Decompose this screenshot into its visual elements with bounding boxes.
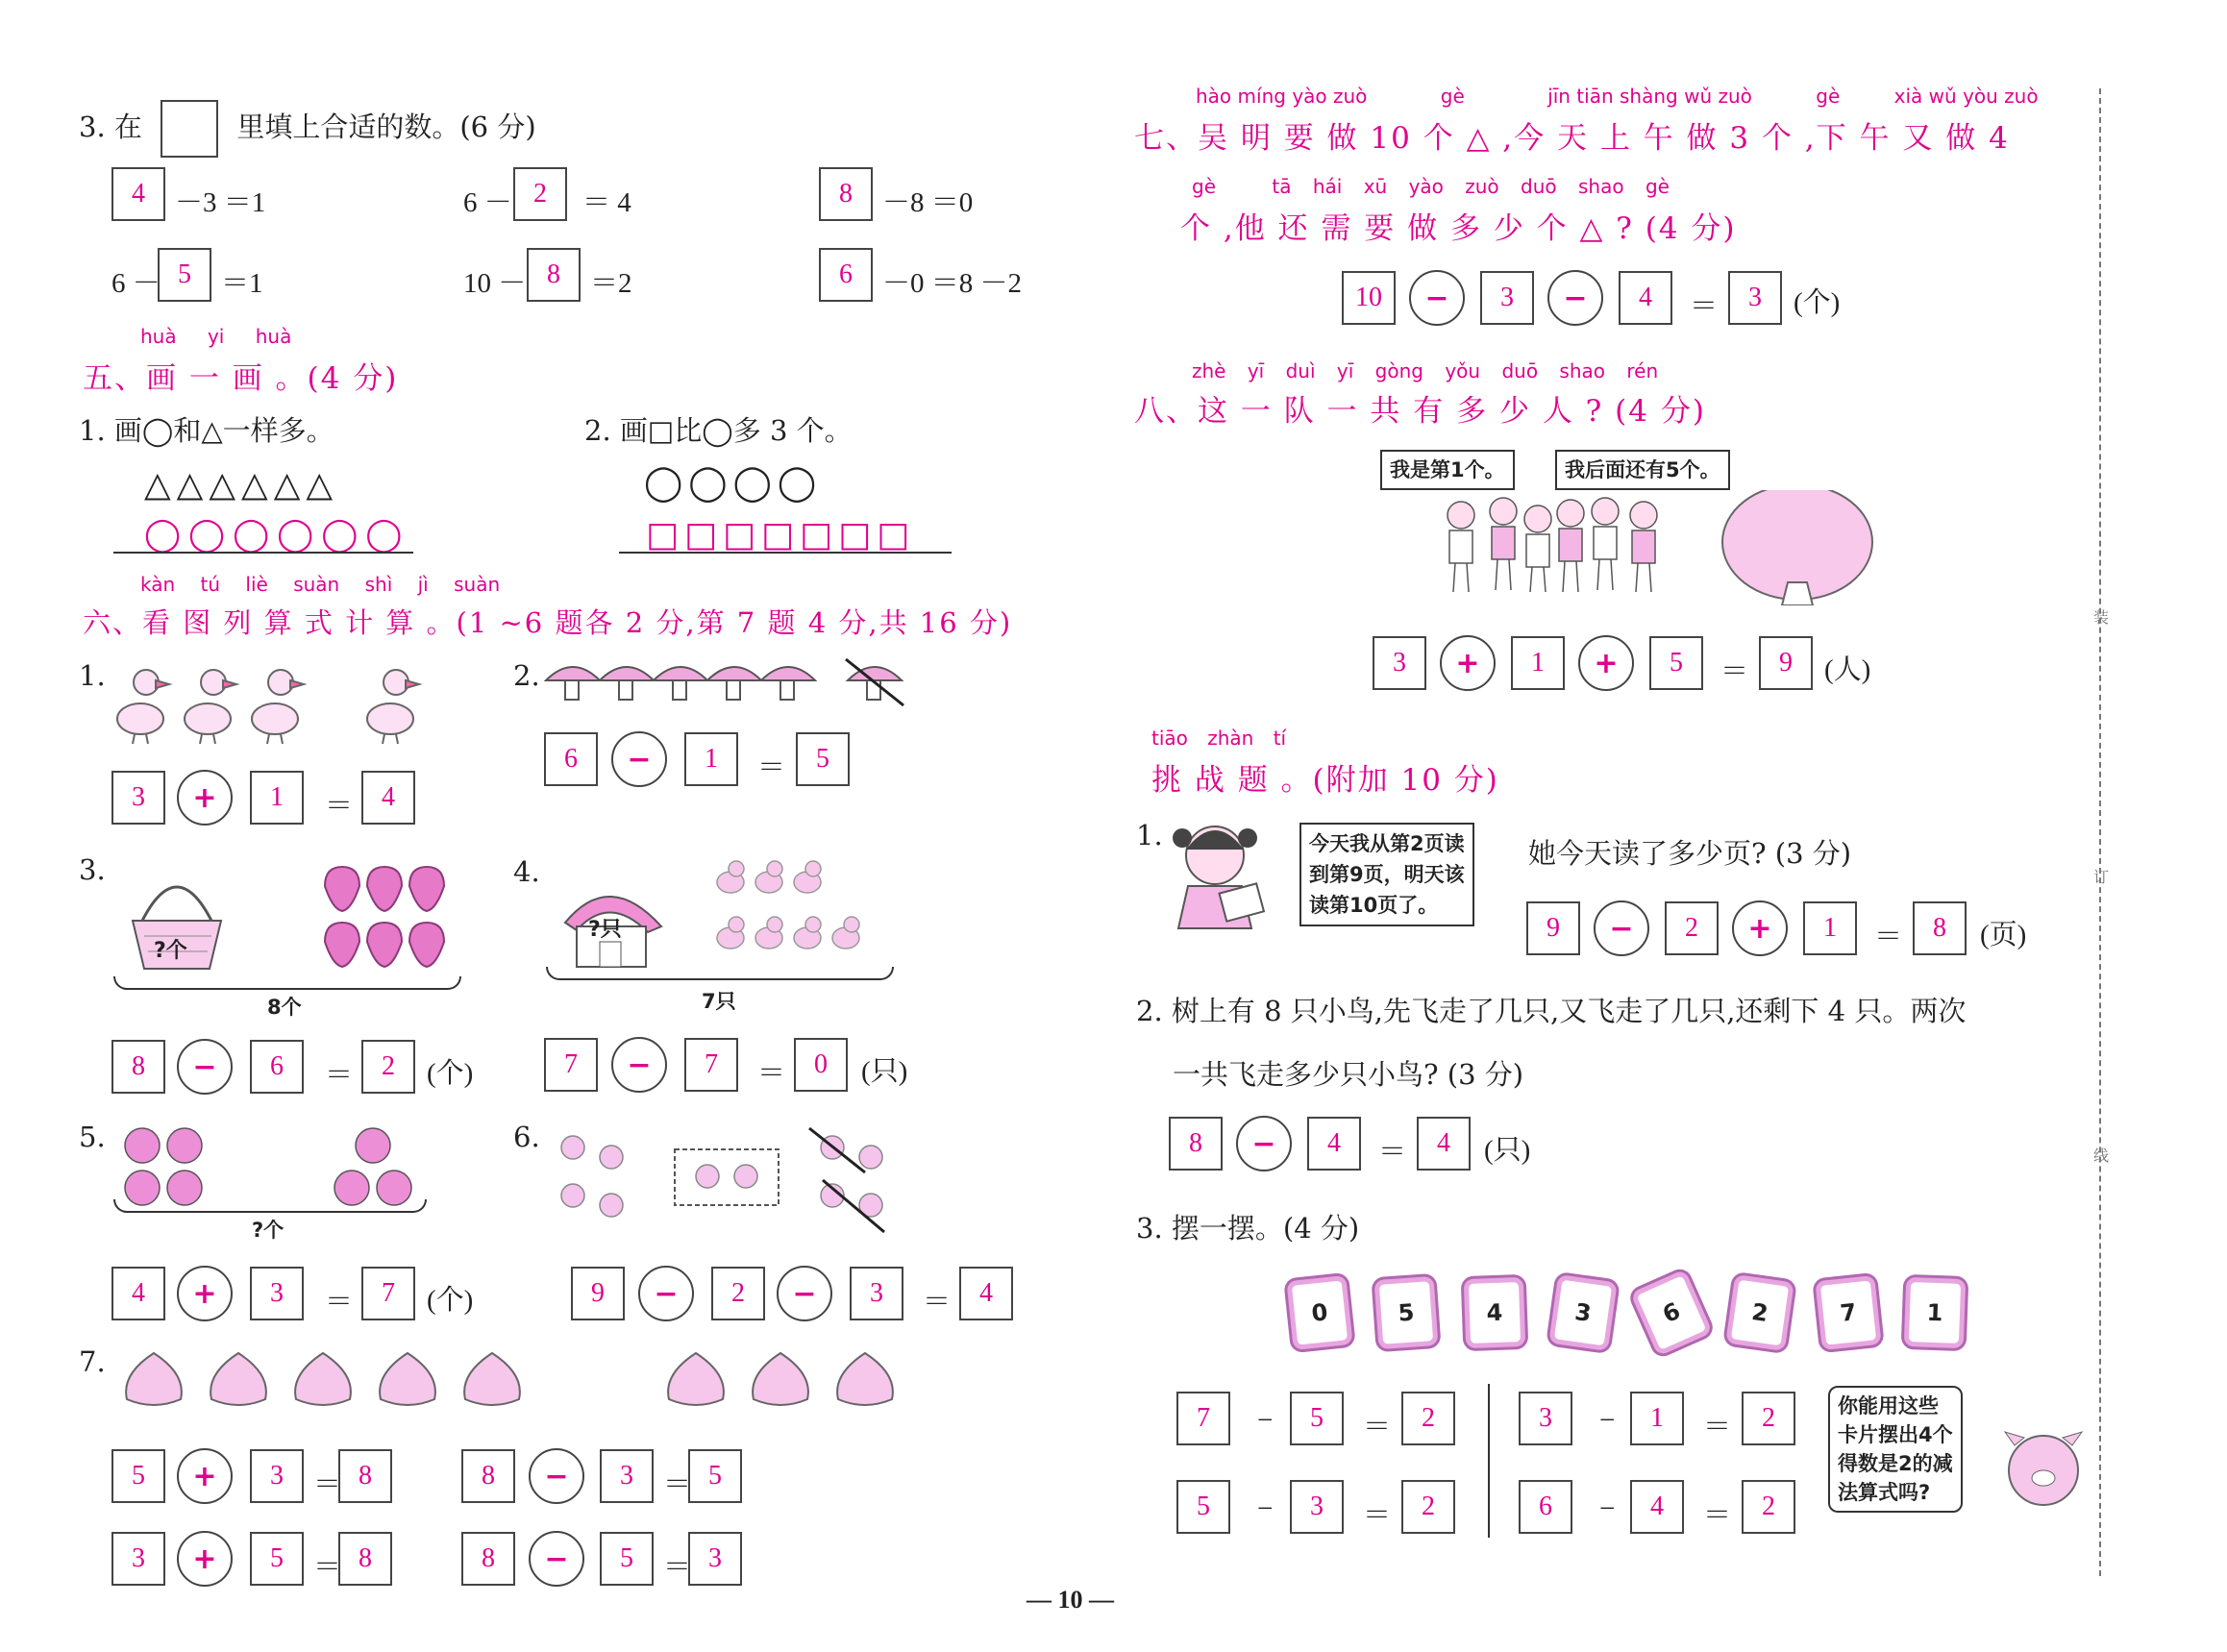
answer-box[interactable]: 5 xyxy=(111,1449,165,1503)
pinyin: suàn xyxy=(293,573,340,596)
sec7-line1: 七、吴 明 要 做 10 个 △ ,今 天 上 午 做 3 个 ,下 午 又 做 4 xyxy=(1134,121,2010,156)
pinyin: tā xyxy=(1272,175,1292,198)
operator-circle[interactable]: − xyxy=(611,731,667,787)
answer-box[interactable]: 9 xyxy=(571,1267,625,1320)
answer-box[interactable]: 5 xyxy=(688,1449,742,1503)
equals-sign: ＝ xyxy=(757,1058,786,1089)
equation-text: －0 ＝8 －2 xyxy=(882,268,1023,299)
unit-label: (只) xyxy=(1484,1135,1531,1166)
sec8-pinyin xyxy=(1192,359,1658,382)
equation-text: －8 ＝0 xyxy=(882,187,974,218)
answer-box[interactable]: 1 xyxy=(1803,901,1857,955)
answer-box[interactable]: 4 xyxy=(959,1267,1013,1320)
answer-box[interactable]: 4 xyxy=(111,1267,165,1320)
pinyin: liè xyxy=(245,573,268,596)
answer-box[interactable]: 8 xyxy=(1169,1117,1223,1171)
bubble-line: 法算式吗? xyxy=(1838,1481,1931,1504)
item-label: 6. xyxy=(513,1121,540,1153)
margin-mark: 订 xyxy=(2093,868,2110,886)
answer-box[interactable]: 2 xyxy=(1742,1480,1795,1534)
pinyin: kàn xyxy=(140,573,176,596)
item-label: 1. xyxy=(79,659,106,692)
answer-box[interactable]: 8 xyxy=(111,1040,165,1094)
equals-sign: ＝ xyxy=(313,1552,342,1583)
number-card[interactable]: 4 xyxy=(1464,1277,1525,1348)
sec7-line2: 个 ,他 还 需 要 做 多 少 个 △ ? (4 分) xyxy=(1180,211,1737,246)
answer-box[interactable]: 1 xyxy=(1630,1392,1684,1445)
pinyin: wǔ xyxy=(1684,85,1713,108)
answer-line xyxy=(619,552,952,554)
answer-box[interactable]: 8 xyxy=(461,1449,515,1503)
pinyin: míng xyxy=(1237,85,1286,108)
answer-box[interactable]: 3 xyxy=(1519,1392,1572,1445)
equation-text: ＝1 xyxy=(221,268,263,299)
answer-box[interactable]: 2 xyxy=(711,1267,765,1320)
equation-text: ＝ 4 xyxy=(582,187,631,218)
pinyin: tú xyxy=(200,573,221,596)
operator-circle[interactable]: − xyxy=(177,1039,233,1095)
pinyin: yi xyxy=(207,325,225,348)
minus-sign: − xyxy=(1257,1405,1274,1436)
operator-circle[interactable]: − xyxy=(529,1531,584,1587)
sec7-pinyin-line2 xyxy=(1192,175,1670,198)
unit-label: (个) xyxy=(1794,287,1841,318)
minus-sign: − xyxy=(1599,1493,1616,1524)
answer-box[interactable]: 3 xyxy=(1373,636,1426,690)
answer-box[interactable]: 9 xyxy=(1526,901,1580,955)
pinyin: duì xyxy=(1285,359,1316,382)
pinyin: yǒu xyxy=(1445,359,1481,382)
children-queue-illustration xyxy=(1432,490,1893,605)
equals-sign: ＝ xyxy=(1703,1412,1732,1442)
answer-box[interactable]: 1 xyxy=(250,771,304,825)
pinyin: yào xyxy=(1408,175,1444,198)
margin-mark: 装 xyxy=(2093,608,2110,627)
sec5-q2-label: 2. 画□比◯多 3 个。 xyxy=(584,414,853,447)
q3-text-before: 在 xyxy=(113,111,142,143)
answer-box[interactable]: 5 xyxy=(796,732,850,786)
equation-text: 6 － xyxy=(111,268,161,299)
operator-circle[interactable]: − xyxy=(529,1448,584,1504)
operator-circle[interactable]: + xyxy=(1732,900,1788,956)
binding-line xyxy=(2099,88,2101,1576)
girl-reading-illustration xyxy=(1165,817,1271,932)
answer-box[interactable]: 0 xyxy=(794,1038,848,1092)
pinyin: zuò xyxy=(1718,85,1752,108)
answer-box[interactable]: 10 xyxy=(1342,271,1396,325)
answer-box[interactable]: 3 xyxy=(1480,271,1534,325)
speech-bubble: 我是第1个。 xyxy=(1380,450,1515,490)
pinyin: xū xyxy=(1363,175,1388,198)
operator-circle[interactable]: + xyxy=(1578,635,1634,691)
answer-box[interactable]: 3 xyxy=(850,1267,903,1320)
equation-text: 10 － xyxy=(463,268,527,299)
answer-box[interactable]: 5 xyxy=(1176,1480,1230,1534)
brace xyxy=(113,976,461,990)
pinyin: yī xyxy=(1247,359,1265,382)
minus-sign: − xyxy=(1599,1405,1616,1436)
pinyin: tiān xyxy=(1576,85,1614,108)
answer-box[interactable]: 8 xyxy=(461,1532,515,1586)
sec7-pinyin-line1 xyxy=(1196,85,2039,108)
answer-box[interactable]: 4 xyxy=(111,167,165,221)
equals-sign: ＝ xyxy=(663,1469,692,1500)
operator-circle[interactable]: + xyxy=(1440,635,1496,691)
number-card[interactable]: 7 xyxy=(1815,1275,1881,1350)
q1-question: 她今天读了多少页? (3 分) xyxy=(1528,837,1852,870)
operator-circle[interactable]: + xyxy=(177,1266,233,1321)
brace xyxy=(546,967,894,980)
peaches-illustration xyxy=(119,1345,917,1422)
answer-box[interactable]: 6 xyxy=(250,1040,304,1094)
answer-box[interactable]: 2 xyxy=(1401,1480,1455,1534)
answer-box[interactable]: 4 xyxy=(1630,1480,1684,1534)
unit-label: (个) xyxy=(427,1058,474,1089)
answer-box[interactable]: 3 xyxy=(250,1267,304,1320)
answer-box[interactable]: 8 xyxy=(819,167,873,221)
grid-divider xyxy=(1488,1384,1490,1538)
answer-box[interactable]: 3 xyxy=(1728,271,1782,325)
bubble-line: 到第9页，明天该 xyxy=(1309,863,1465,886)
q3-heading xyxy=(79,100,536,158)
sec6-title: 六、看 图 列 算 式 计 算 。(1 ~6 题各 2 分,第 7 题 4 分,共 16 分) xyxy=(83,606,1013,639)
operator-circle[interactable]: − xyxy=(1236,1116,1292,1171)
pinyin: hái xyxy=(1312,175,1343,198)
equals-sign: ＝ xyxy=(313,1469,342,1500)
operator-circle[interactable]: − xyxy=(1594,900,1649,956)
sec8-title: 八、这 一 队 一 共 有 多 少 人 ? (4 分) xyxy=(1134,394,1706,429)
equals-sign: ＝ xyxy=(923,1287,952,1318)
pinyin: gè xyxy=(1816,85,1841,108)
answer-box[interactable]: 6 xyxy=(819,248,873,302)
basket-label: ?个 xyxy=(154,939,187,963)
answer-box[interactable]: 2 xyxy=(1742,1392,1795,1445)
equals-sign: ＝ xyxy=(325,791,354,822)
answer-box[interactable]: 4 xyxy=(361,771,415,825)
q3-label: 3. 摆一摆。(4 分) xyxy=(1136,1212,1360,1245)
q3-sample-box xyxy=(161,100,218,158)
operator-circle[interactable]: + xyxy=(177,770,233,826)
pinyin: huà xyxy=(255,325,292,348)
answer-box[interactable]: 5 xyxy=(1290,1392,1344,1445)
number-card[interactable]: 0 xyxy=(1286,1275,1352,1350)
answer-box[interactable]: 5 xyxy=(600,1532,654,1586)
equals-sign: ＝ xyxy=(1874,922,1903,952)
unit-label: (只) xyxy=(861,1056,908,1087)
number-card[interactable]: 6 xyxy=(1630,1270,1713,1357)
pig-speech-bubble xyxy=(1828,1386,1963,1513)
pinyin: gè xyxy=(1645,175,1670,198)
answer-box[interactable]: 8 xyxy=(338,1449,392,1503)
pinyin: zuò xyxy=(1465,175,1499,198)
operator-circle[interactable]: − xyxy=(1409,270,1465,326)
sec5-pinyin xyxy=(140,325,291,348)
equals-sign: ＝ xyxy=(1690,291,1719,322)
operator-circle[interactable]: − xyxy=(1547,270,1603,326)
bubble-line: 读第10页了。 xyxy=(1309,894,1439,917)
circles-answer: ◯◯◯◯◯◯ xyxy=(144,515,410,554)
pinyin: shao xyxy=(1559,359,1606,382)
pinyin: zuò xyxy=(2004,85,2039,108)
answer-box[interactable]: 8 xyxy=(527,248,581,302)
answer-box[interactable]: 8 xyxy=(338,1532,392,1586)
item-label: 4. xyxy=(513,855,540,888)
answer-box[interactable]: 5 xyxy=(1649,636,1703,690)
pinyin: duō xyxy=(1521,175,1557,198)
operator-circle[interactable]: − xyxy=(611,1037,667,1093)
answer-box[interactable]: 7 xyxy=(361,1267,415,1320)
equals-sign: ＝ xyxy=(1703,1500,1732,1531)
margin-mark: 线 xyxy=(2093,1147,2110,1165)
pinyin: yào xyxy=(1292,85,1327,108)
answer-box[interactable]: 4 xyxy=(1619,271,1672,325)
q2-text-line1: 2. 树上有 8 只小鸟,先飞走了几只,又飞走了几只,还剩下 4 只。两次 xyxy=(1136,995,1967,1027)
pinyin: tí xyxy=(1273,727,1287,750)
pinyin: yòu xyxy=(1963,85,1998,108)
unit-label: (人) xyxy=(1824,654,1871,685)
brace-label: ?个 xyxy=(252,1219,285,1242)
brace xyxy=(113,1199,427,1213)
girl-speech-bubble xyxy=(1299,823,1474,926)
equals-sign: ＝ xyxy=(325,1060,354,1091)
pinyin: shàng xyxy=(1620,85,1678,108)
equals-sign: ＝ xyxy=(757,752,786,783)
number-card[interactable]: 2 xyxy=(1725,1274,1794,1351)
item-label: 5. xyxy=(79,1121,106,1153)
pinyin: duō xyxy=(1501,359,1539,382)
number-card[interactable]: 1 xyxy=(1904,1277,1966,1348)
answer-box[interactable]: 3 xyxy=(1290,1480,1344,1534)
sec5-title: 五、画 一 画 。(4 分) xyxy=(83,361,399,396)
pinyin: yī xyxy=(1336,359,1354,382)
equals-sign: ＝ xyxy=(1363,1500,1392,1531)
item-label: 2. xyxy=(513,659,540,692)
answer-box[interactable]: 2 xyxy=(1401,1392,1455,1445)
circles-given: ◯◯◯◯ xyxy=(644,463,823,503)
bubble-line: 你能用这些 xyxy=(1838,1394,1939,1418)
answer-box[interactable]: 6 xyxy=(544,732,598,786)
sec6-pinyin xyxy=(140,573,500,596)
answer-box[interactable]: 7 xyxy=(544,1038,598,1092)
bubble-line: 今天我从第2页读 xyxy=(1309,832,1465,855)
equals-sign: ＝ xyxy=(325,1287,354,1318)
brace-label: 7只 xyxy=(702,990,736,1013)
number-card[interactable]: 3 xyxy=(1548,1274,1617,1351)
unit-label: (个) xyxy=(427,1285,474,1316)
answer-box[interactable]: 5 xyxy=(250,1532,304,1586)
pig-illustration xyxy=(1995,1422,2091,1518)
pinyin: jīn xyxy=(1547,85,1571,108)
challenge-pinyin xyxy=(1151,727,1286,750)
pinyin: xià xyxy=(1893,85,1923,108)
answer-box[interactable]: 2 xyxy=(361,1040,415,1094)
page-number: — 10 — xyxy=(1027,1586,1114,1614)
answer-box[interactable]: 2 xyxy=(1665,901,1719,955)
item-label: 7. xyxy=(79,1345,106,1378)
equals-sign: ＝ xyxy=(1720,656,1749,687)
answer-box[interactable]: 3 xyxy=(600,1449,654,1503)
answer-box[interactable]: 7 xyxy=(684,1038,738,1092)
answer-box[interactable]: 1 xyxy=(1511,636,1565,690)
answer-box[interactable]: 4 xyxy=(1307,1117,1361,1171)
pinyin: gòng xyxy=(1374,359,1423,382)
brace-label: 8个 xyxy=(267,996,302,1019)
q3-text-after: 里填上合适的数。(6 分) xyxy=(236,111,536,143)
equation-text: ＝2 xyxy=(590,268,632,299)
pinyin: jì xyxy=(417,573,429,596)
pinyin: gè xyxy=(1192,175,1216,198)
operator-circle[interactable]: − xyxy=(777,1266,832,1321)
answer-box[interactable]: 8 xyxy=(1913,901,1967,955)
strawberries-illustration xyxy=(321,855,456,974)
smiley-faces-illustration xyxy=(123,1124,440,1211)
pinyin: huà xyxy=(140,325,177,348)
item-label: 3. xyxy=(79,853,106,886)
q2-text-line2: 一共飞走多少只小鸟? (3 分) xyxy=(1173,1058,1524,1091)
flowers-illustration xyxy=(544,1124,919,1240)
answer-box[interactable]: 6 xyxy=(1519,1480,1572,1534)
sec5-q1-label: 1. 画◯和△一样多。 xyxy=(79,414,334,447)
answer-box[interactable]: 2 xyxy=(513,167,567,221)
q3-number: 3. xyxy=(79,111,106,143)
answer-box[interactable]: 9 xyxy=(1759,636,1813,690)
answer-box[interactable]: 3 xyxy=(111,771,165,825)
unit-label: (页) xyxy=(1980,920,2027,950)
answer-box[interactable]: 3 xyxy=(250,1449,304,1503)
triangles-given: △△△△△△ xyxy=(144,465,339,505)
minus-sign: − xyxy=(1257,1493,1274,1524)
answer-box[interactable]: 1 xyxy=(684,732,738,786)
equals-sign: ＝ xyxy=(1378,1137,1407,1168)
operator-circle[interactable]: + xyxy=(177,1448,233,1504)
pinyin: shì xyxy=(364,573,393,596)
challenge-title: 挑 战 题 。(附加 10 分) xyxy=(1151,763,1499,798)
pinyin: zuò xyxy=(1333,85,1368,108)
pinyin: zhàn xyxy=(1207,727,1254,750)
house-label: ?只 xyxy=(588,918,622,942)
pinyin: suàn xyxy=(454,573,501,596)
ducks-illustration xyxy=(108,659,425,746)
squares-answer: □□□□□□□ xyxy=(646,515,916,555)
bubble-line: 得数是2的减 xyxy=(1838,1452,1953,1475)
answer-box[interactable]: 3 xyxy=(688,1532,742,1586)
speech-bubble: 我后面还有5个。 xyxy=(1555,450,1730,490)
answer-line xyxy=(113,552,413,554)
mushrooms-illustration xyxy=(544,655,909,713)
pinyin: shao xyxy=(1578,175,1624,198)
equation-text: －3 ＝1 xyxy=(175,187,266,218)
operator-circle[interactable]: + xyxy=(177,1531,233,1587)
chicks-illustration xyxy=(711,855,894,971)
equals-sign: ＝ xyxy=(663,1552,692,1583)
equals-sign: ＝ xyxy=(1363,1412,1392,1442)
answer-box[interactable]: 4 xyxy=(1417,1117,1471,1171)
pinyin: gè xyxy=(1440,85,1465,108)
operator-circle[interactable]: − xyxy=(638,1266,694,1321)
pinyin: zhè xyxy=(1192,359,1226,382)
pinyin: hào xyxy=(1196,85,1232,108)
answer-box[interactable]: 3 xyxy=(111,1532,165,1586)
bubble-line: 卡片摆出4个 xyxy=(1838,1423,1953,1446)
answer-box[interactable]: 5 xyxy=(158,248,211,302)
number-card[interactable]: 5 xyxy=(1374,1276,1439,1349)
item-label: 1. xyxy=(1136,819,1163,851)
pinyin: tiāo xyxy=(1151,727,1188,750)
pinyin: wǔ xyxy=(1928,85,1957,108)
equation-text: 6 － xyxy=(463,187,512,218)
answer-box[interactable]: 7 xyxy=(1176,1392,1230,1445)
pinyin: rén xyxy=(1626,359,1659,382)
